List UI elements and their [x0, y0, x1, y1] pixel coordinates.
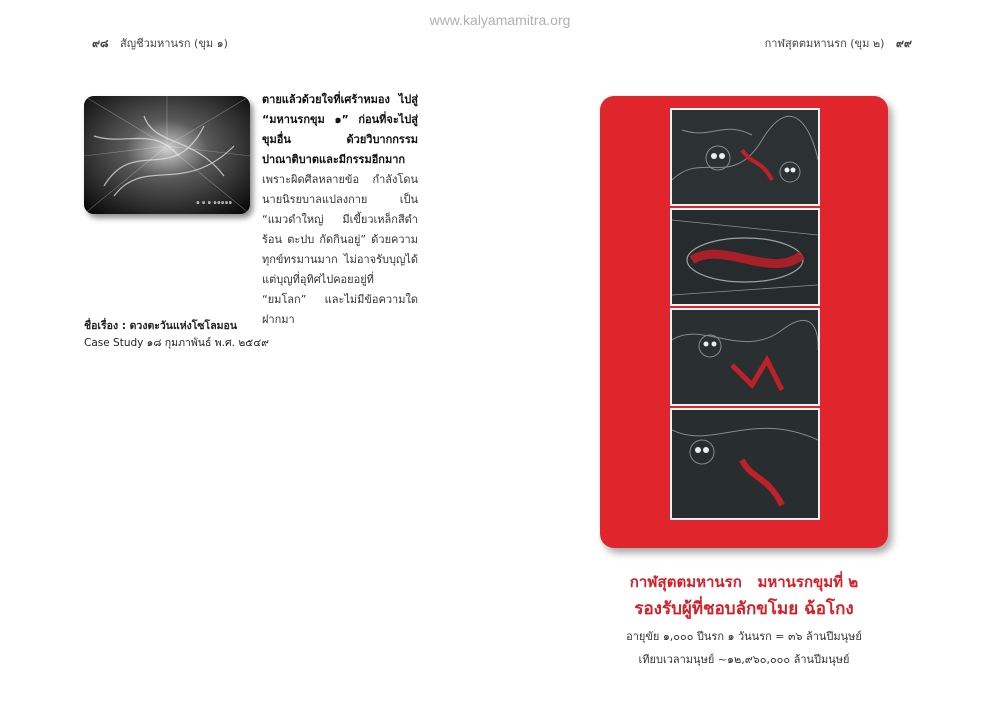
body-paragraph [262, 90, 418, 330]
caption-hell-name: กาฬสุตตมหานรก มหานรกขุมที่ ๒ [629, 573, 859, 591]
body-regular-text: เพราะผิดศีลหลายข้อ กำลังโดนนายนิรยบาลแปลงกาย เป็น “แมวดำใหญ่ มีเขี้ยวเหล็กสีดำร้อน ตะปบ กัดกินอยู่” ด้วยความทุกข์ทรมานมาก ไม่อาจรับบุญได้ แต่บุญที่อุทิศไปคอยอยู่ที่ “ยมโลก” และไม่มีข้อความใดฝากมา [262, 173, 418, 326]
watermark: www.kalyamamitra.org [429, 12, 571, 28]
chapter-title-right: กาฬสุตตมหานรก (ขุม ๒) [764, 37, 885, 50]
illustration-thumbnail [84, 96, 250, 214]
thumbnail-signature: ๑ ๑ ๑ ๑๑๑๑๑ [196, 199, 233, 206]
header-left [84, 34, 228, 52]
red-illustration-card [600, 96, 888, 548]
caption-lifespan: อายุขัย ๑,๐๐๐ ปีนรก ๑ วันนรก = ๓๖ ล้านปีมนุษย์ [626, 630, 862, 643]
hell-panel-4 [670, 408, 820, 520]
caption-human-time: เทียบเวลามนุษย์ ~๑๒,๙๖๐,๐๐๐ ล้านปีมนุษย์ [638, 653, 850, 666]
page-number-left: ๙๘ [92, 37, 109, 50]
page-number-right: ๙๙ [895, 37, 912, 50]
case-title: ชื่อเรื่อง : ดวงตะวันแห่งโซโลมอน [84, 320, 238, 332]
case-info [84, 318, 269, 352]
header-right [765, 34, 920, 52]
hell-panel-2 [670, 208, 820, 306]
body-bold-text: ตายแล้วด้วยใจที่เศร้าหมอง ไปสู่ “มหานรกขุม ๑” ก่อนที่จะไปสู่ขุมอื่น ด้วยวิบากกรรม ปาณาติบาตและมีกรรมอีกมาก [262, 93, 418, 166]
caption-hell-description: รองรับผู้ที่ชอบลักขโมย ฉ้อโกง [634, 599, 854, 619]
hell-panel-3 [670, 308, 820, 406]
chapter-title-left: สัญชีวมหานรก (ขุม ๑) [120, 37, 228, 50]
case-date: Case Study ๑๘ กุมภาพันธ์ พ.ศ. ๒๕๔๙ [84, 337, 269, 349]
hell-panel-1 [670, 108, 820, 206]
